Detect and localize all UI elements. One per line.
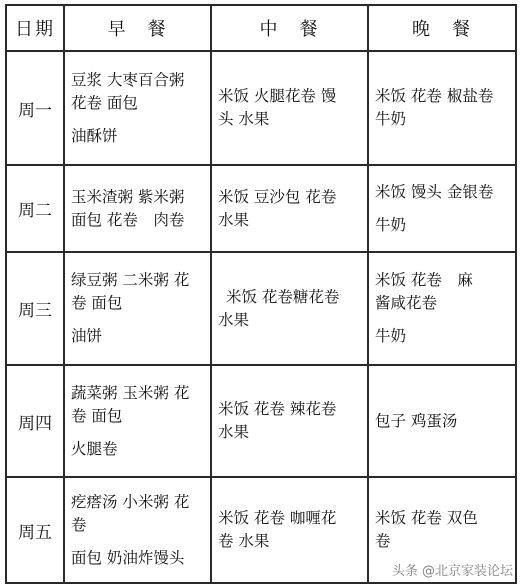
- weekly-menu-table: [5, 4, 517, 584]
- header-lunch: 中 餐: [211, 5, 368, 51]
- menu-line: 花卷 面包: [71, 93, 138, 112]
- breakfast-cell: [64, 51, 211, 165]
- dinner-cell: [368, 365, 516, 477]
- watermark: 头条 @北京家装论坛: [391, 564, 513, 579]
- menu-line: 火腿卷: [71, 439, 118, 458]
- lunch-cell: [211, 477, 368, 583]
- menu-line: 面包 花卷 肉卷: [71, 210, 185, 229]
- menu-line: 卷 面包: [71, 406, 123, 425]
- breakfast-cell: [64, 252, 211, 365]
- dinner-cell: [368, 165, 516, 252]
- menu-line: 绿豆粥 二米粥 花: [71, 271, 190, 289]
- menu-line: 米饭 豆沙包 花卷: [218, 187, 337, 206]
- menu-line: 牛奶: [375, 327, 407, 345]
- table-row: [6, 165, 516, 252]
- menu-line: 蔬菜粥 玉米粥 花: [71, 383, 190, 402]
- menu-line: 水果: [218, 310, 250, 329]
- dinner-cell: [368, 252, 516, 365]
- breakfast-cell: [64, 165, 211, 252]
- menu-line: 水果: [218, 210, 250, 229]
- menu-line: 卷 面包: [71, 294, 123, 312]
- menu-line: 米饭 馒头 金银卷: [375, 182, 494, 201]
- table-row: [6, 51, 516, 165]
- lunch-cell: [211, 365, 368, 477]
- header-day: 日期: [6, 5, 64, 51]
- menu-line: 卷 水果: [218, 532, 270, 550]
- day-cell: 周四: [6, 365, 64, 477]
- day-cell: 周三: [6, 252, 64, 365]
- breakfast-cell: [64, 477, 211, 583]
- breakfast-cell: [64, 365, 211, 477]
- menu-line: 牛奶: [375, 215, 407, 234]
- menu-line: 卷: [71, 515, 87, 534]
- menu-line: 面包 奶油炸馒头: [71, 548, 185, 567]
- menu-line: 疙瘩汤 小米粥 花: [71, 492, 190, 511]
- day-cell: 周二: [6, 165, 64, 252]
- menu-line: 米饭 花卷 麻: [375, 271, 473, 289]
- menu-line: 头 水果: [218, 110, 270, 128]
- table-row: [6, 365, 516, 477]
- header-row: [6, 5, 516, 51]
- lunch-cell: [211, 165, 368, 252]
- day-cell: 周一: [6, 51, 64, 165]
- menu-line: 牛奶: [375, 110, 407, 128]
- header-breakfast: 早 餐: [64, 5, 211, 51]
- dinner-cell: [368, 51, 516, 165]
- menu-line: 米饭 火腿花卷 馒: [218, 87, 337, 105]
- day-cell: 周五: [6, 477, 64, 583]
- menu-line: 玉米渣粥 紫米粥: [71, 187, 185, 206]
- menu-line: 米饭 花卷 双色: [375, 509, 478, 527]
- header-dinner: 晚 餐: [368, 5, 516, 51]
- lunch-cell: [211, 51, 368, 165]
- table-row: [6, 252, 516, 365]
- menu-line: 米饭 花卷 辣花卷: [218, 400, 337, 418]
- menu-line: 油饼: [71, 327, 103, 345]
- menu-line: 油酥饼: [71, 126, 118, 145]
- menu-line: 米饭 花卷 咖喱花: [218, 509, 337, 527]
- menu-line: 水果: [218, 423, 250, 441]
- menu-line: 米饭 花卷 椒盐卷: [375, 87, 494, 105]
- menu-line: 豆浆 大枣百合粥: [71, 70, 185, 89]
- menu-line: 包子 鸡蛋汤: [375, 411, 458, 430]
- lunch-cell: [211, 252, 368, 365]
- menu-line: 卷: [375, 532, 391, 550]
- menu-line: 酱咸花卷: [375, 294, 438, 312]
- menu-line: 米饭 花卷糖花卷: [226, 287, 340, 306]
